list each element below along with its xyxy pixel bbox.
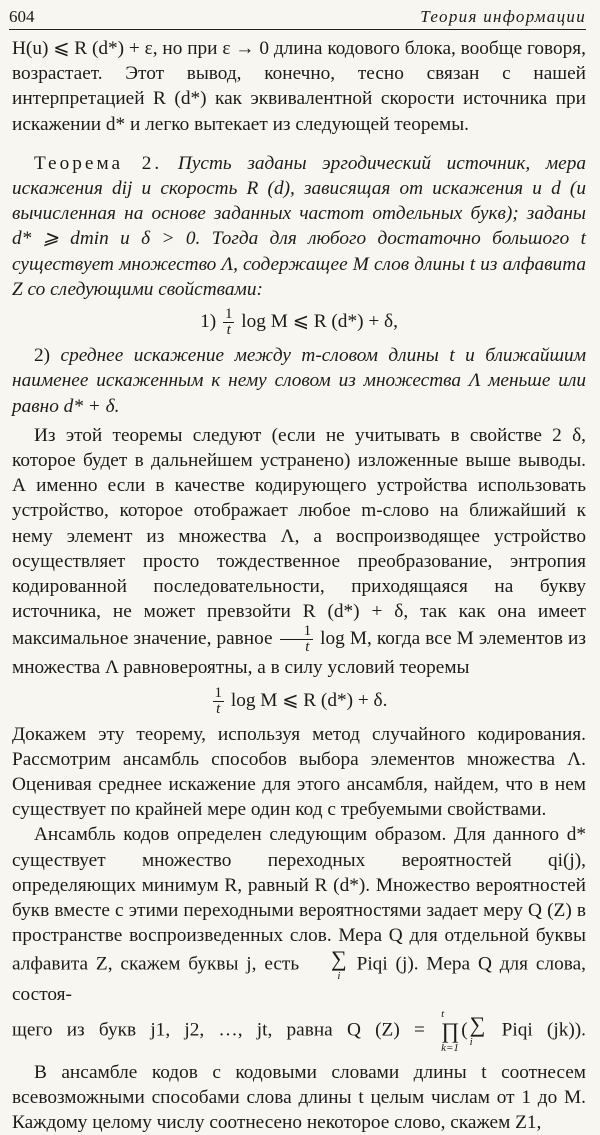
product-upper-limit: t (441, 1007, 445, 1020)
paragraph-ensemble (12, 822, 586, 1007)
theorem-label: Теорема 2. (34, 152, 163, 174)
formula-1-label: 1) (200, 311, 217, 333)
page-header (9, 5, 586, 30)
paragraph-code-ensemble: В ансамбле кодов с кодовыми словами длины t соотнесем всевозможными способами слова длины t целым числам от 1 до M. Каждому целому числу соотнесено некоторое слово, скажем Z1, (12, 1061, 586, 1134)
theorem-2 (12, 151, 586, 302)
formula-1-expression: log M ⩽ R (d*) + δ, (241, 311, 398, 333)
consequences-text-b: log M, когда все M элементов из множества Λ равновероятны, а в силу условий теоремы (12, 628, 586, 679)
paragraph-intro: H(u) ⩽ R (d*) + ε, но при ε → 0 длина кодового блока, вообще говоря, возрастает. Этот вывод, конечно, тесно связан с нашей интерпретацией R (d*) как эквивалентной скорости источника при искажении d* и легко вытекает из следующей теоремы. (12, 38, 586, 135)
running-title: Теория информации (420, 7, 586, 26)
theorem-statement: Пусть заданы эргодический источник, мера искажения dij и скорость R (d), зависящая от искажения и d (и вычисленная на основе заданных частот отдельных букв); заданы d* ⩾ dmin и δ > 0. Тогда для любого достаточно большого t существует множество Λ, содержащее M слов длины t из алфавита Z со следующими свойствами: (12, 152, 586, 300)
sum-operator: ∑ i (309, 948, 347, 982)
ensemble-text-b: Piqi (j). Мера Q для слова, состоя- (12, 953, 586, 1006)
product-operator: t ∏ k=1 (441, 1007, 460, 1054)
formula-property-1 (12, 307, 586, 338)
inner-sum-limit: i (469, 1035, 473, 1048)
product-lower-limit: k=1 (441, 1041, 459, 1054)
formula-1-fraction (223, 307, 235, 338)
consequences-text-a: Из этой теоремы следуют (если не учитывать в свойстве 2 δ, которое будет в дальнейшем устранено) изложенные выше выводы. А именно если в качестве кодирующего устройства использовать устройство, которое отображает любое m-слово на ближайший к нему элемент из множества Λ, а воспроизводящее устройство осуществляет просто тождественное преобразование, энтропия кодированной последовательности, приходящаяся на букву источника, не может превзойти R (d*) + δ, так как она имеет максимальное значение, равное (12, 424, 586, 650)
formula-condition (12, 686, 586, 717)
property-2-label: 2) (34, 345, 51, 367)
formula-1-numerator: 1 (224, 306, 233, 323)
formula-2-expression: log M ⩽ R (d*) + δ. (230, 689, 388, 711)
formula-2-numerator: 1 (214, 684, 223, 701)
property-2 (12, 343, 586, 419)
paragraph-proof-intro: Докажем эту теорему, используя метод случайного кодирования. Рассмотрим ансамбль способов выбора элементов множества Λ. Оценивая среднее искажение для этого ансамбля, найдем, что в нем существует по крайней мере один код с требуемыми свойствами. (12, 723, 586, 821)
sum-limit: i (337, 970, 341, 983)
paragraph-consequences (12, 423, 586, 681)
inline-fraction-numerator: 1 (280, 624, 314, 640)
inline-fraction-denominator: t (305, 639, 310, 656)
inner-sum-operator: ∑ i (469, 1011, 486, 1048)
formula-2-denominator: t (216, 700, 221, 717)
ensemble-text-a: Ансамбль кодов определен следующим образом. Для данного d* существует множество переходных вероятностей qi(j), определяющих минимум R, равный R (d*). Множество вероятностей букв вместе с этими переходными вероятностями задает меру Q (Z) в пространстве воспроизведенных слов. Мера Q для отдельной буквы алфавита Z, скажем буквы j, есть (12, 824, 586, 975)
formula-1-denominator: t (226, 322, 231, 339)
word-measure-text-b: Piqi (jk)). (501, 1019, 587, 1041)
property-2-text: среднее искажение между m-словом длины t и ближайшим наименее искаженным к нему словом из множества Λ меньше или равно d* + δ. (12, 345, 586, 417)
paragraph-word-measure: щего из букв j1, j2, …, jt, равна Q (Z) = t ∏ k=1 ( ∑ i Piqi (jk)). (12, 1007, 587, 1054)
page-body (12, 36, 586, 1135)
inline-fraction (280, 624, 314, 655)
formula-2-fraction (213, 686, 225, 717)
page-number: 604 (9, 7, 35, 26)
word-measure-text-a: щего из букв j1, j2, …, jt, равна Q (Z) = (12, 1019, 425, 1041)
